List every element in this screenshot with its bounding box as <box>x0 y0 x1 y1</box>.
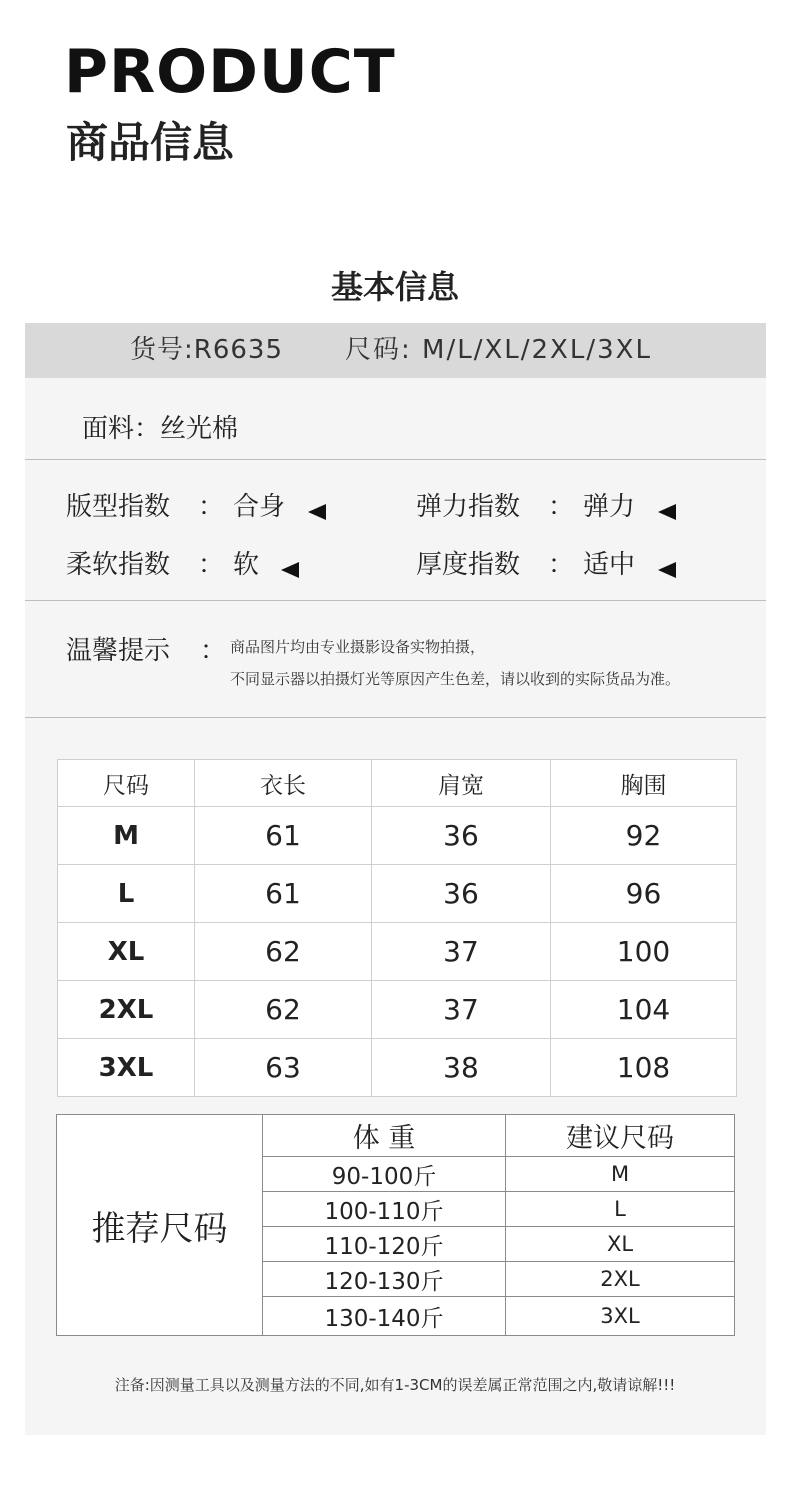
page-title-en: PRODUCT <box>64 37 396 107</box>
cell-size: L <box>58 865 195 923</box>
table-row <box>58 865 737 923</box>
header-suggested-size: 建议尺码 <box>506 1115 735 1157</box>
table-row <box>58 981 737 1039</box>
header-size: 尺码 <box>58 760 195 807</box>
cell-chest: 92 <box>551 807 737 865</box>
cell-weight: 90-100斤 <box>263 1157 506 1192</box>
page-title-cn: 商品信息 <box>66 118 235 167</box>
fit-index-colon: ： <box>198 492 225 522</box>
cell-size: M <box>58 807 195 865</box>
cell-size: XL <box>58 923 195 981</box>
size-table-header <box>58 760 737 807</box>
cell-chest: 100 <box>551 923 737 981</box>
header-weight: 体 重 <box>263 1115 506 1157</box>
cell-suggested-size: M <box>506 1157 735 1192</box>
divider <box>25 459 766 460</box>
cell-suggested-size: L <box>506 1192 735 1227</box>
cell-size: 2XL <box>58 981 195 1039</box>
cell-suggested-size: 3XL <box>506 1297 735 1336</box>
cell-length: 62 <box>195 923 372 981</box>
divider <box>25 600 766 601</box>
cell-shoulder: 36 <box>372 807 551 865</box>
fit-index-value: 合身 <box>233 492 286 522</box>
soft-arrow-icon <box>281 559 299 578</box>
table-row <box>58 1039 737 1097</box>
cell-length: 61 <box>195 807 372 865</box>
elastic-index-colon: ： <box>548 492 575 522</box>
table-row <box>58 807 737 865</box>
thickness-index-colon: ： <box>548 550 575 580</box>
tips-line-1: 商品图片均由专业摄影设备实物拍摄， <box>230 638 486 656</box>
cell-length: 63 <box>195 1039 372 1097</box>
tips-line-2: 不同显示器以拍摄灯光等原因产生色差，请以收到的实际货品为准。 <box>230 670 681 688</box>
info-bar <box>25 323 766 378</box>
cell-weight: 120-130斤 <box>263 1262 506 1297</box>
size-table <box>57 759 737 1097</box>
cell-shoulder: 37 <box>372 923 551 981</box>
divider <box>25 717 766 718</box>
elastic-index-value: 弹力 <box>583 492 636 522</box>
soft-index-value: 软 <box>233 550 260 580</box>
cell-suggested-size: 2XL <box>506 1262 735 1297</box>
cell-suggested-size: XL <box>506 1227 735 1262</box>
cell-chest: 96 <box>551 865 737 923</box>
cell-size: 3XL <box>58 1039 195 1097</box>
sku-text: 货号:R6635 <box>130 335 283 365</box>
tips-label: 温馨提示 <box>66 636 171 666</box>
fit-arrow-icon <box>308 501 326 520</box>
header-length: 衣长 <box>195 760 372 807</box>
measurement-note: 注备:因测量工具以及测量方法的不同,如有1-3CM的误差属正常范围之内,敬请谅解!!! <box>114 1376 676 1394</box>
cell-length: 62 <box>195 981 372 1039</box>
cell-weight: 130-140斤 <box>263 1297 506 1336</box>
section-title: 基本信息 <box>330 268 459 306</box>
cell-length: 61 <box>195 865 372 923</box>
fit-index-label: 版型指数 <box>66 492 171 522</box>
recommend-label: 推荐尺码 <box>57 1115 263 1336</box>
cell-shoulder: 37 <box>372 981 551 1039</box>
thickness-index-value: 适中 <box>583 550 636 580</box>
cell-shoulder: 38 <box>372 1039 551 1097</box>
header-shoulder: 肩宽 <box>372 760 551 807</box>
cell-chest: 108 <box>551 1039 737 1097</box>
sizes-text: 尺码: M/L/XL/2XL/3XL <box>345 335 652 365</box>
elastic-arrow-icon <box>658 501 676 520</box>
tips-colon: ： <box>200 636 227 666</box>
fabric-text: 面料：丝光棉 <box>82 414 239 444</box>
thickness-arrow-icon <box>658 559 676 578</box>
cell-weight: 110-120斤 <box>263 1227 506 1262</box>
elastic-index-label: 弹力指数 <box>416 492 521 522</box>
header-chest: 胸围 <box>551 760 737 807</box>
recommend-table <box>56 1114 735 1336</box>
soft-index-label: 柔软指数 <box>66 550 171 580</box>
cell-shoulder: 36 <box>372 865 551 923</box>
cell-weight: 100-110斤 <box>263 1192 506 1227</box>
thickness-index-label: 厚度指数 <box>416 550 521 580</box>
cell-chest: 104 <box>551 981 737 1039</box>
table-row <box>58 923 737 981</box>
soft-index-colon: ： <box>198 550 225 580</box>
